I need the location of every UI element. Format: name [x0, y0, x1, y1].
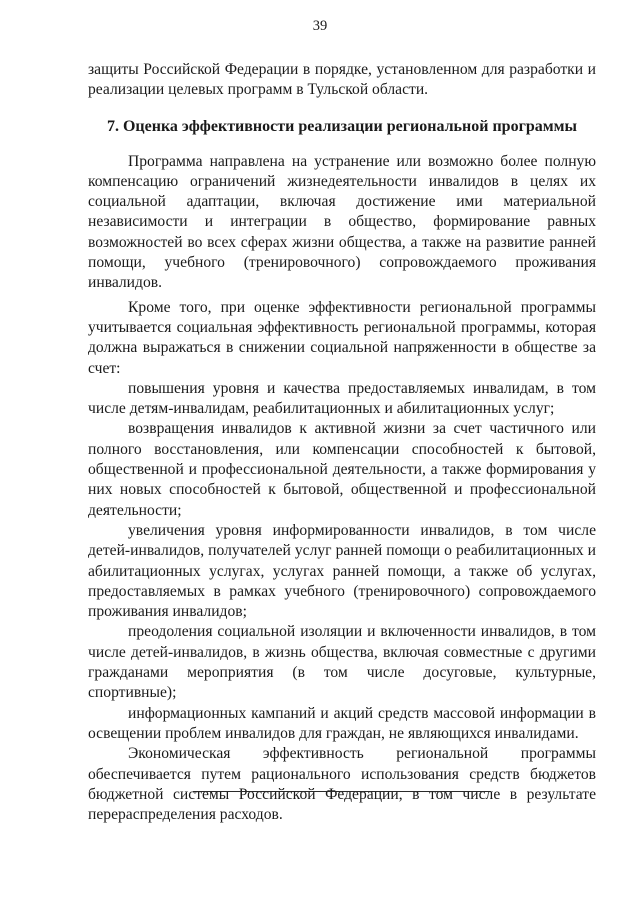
intro-paragraph: защиты Российской Федерации в порядке, установленном для разработки и реализации целевых программ в Тульской области.	[88, 61, 596, 99]
list-item-social-isolation: преодоления социальной изоляции и включенности инвалидов, в том числе детей-инвалидов, в жизнь общества, включая совместные с другими гражданами мероприятия (в том числе досуговые, культурные, спортивные);	[88, 623, 596, 702]
list-item-media-campaigns: информационных кампаний и акций средств массовой информации в освещении проблем инвалидов для граждан, не являющихся инвалидами.	[88, 704, 596, 742]
paragraph-program-goal: Программа направлена на устранение или возможно более полную компенсацию ограничений жизнедеятельности инвалидов в целях их социальной адаптации, включая достижение ими материальной независимости и интеграции в общество, формирование равных возможностей во всех сферах жизни общества, а также на развитие ранней помощи, учебного (тренировочного) сопровождаемого проживания инвалидов.	[88, 152, 596, 292]
list-item-return-active-life: возвращения инвалидов к активной жизни за счет частичного или полного восстановления, или компенсации способностей к бытовой, общественной и профессиональной деятельности, а также формирования у них новых способностей к бытовой, общественной и профессиональной деятельности;	[88, 420, 596, 519]
end-of-document-line	[193, 791, 491, 792]
paragraph-economic-effectiveness: Экономическая эффективность региональной программы обеспечивается путем рационального использования средств бюджетов бюджетной системы Российской Федерации, в том числе в результате перераспределения расходов.	[88, 745, 596, 824]
paragraph-social-effectiveness: Кроме того, при оценке эффективности региональной программы учитывается социальная эффективность региональной программы, которая должна выражаться в снижении социальной напряженности в обществе за счет:	[88, 298, 596, 377]
list-item-quality-services: повышения уровня и качества предоставляемых инвалидам, в том числе детям-инвалидам, реабилитационных и абилитационных услуг;	[88, 379, 596, 418]
page-number: 39	[312, 18, 328, 34]
list-item-awareness: увеличения уровня информированности инвалидов, в том числе детей-инвалидов, получателей услуг ранней помощи о реабилитационных и абилитационных услугах, услугах ранней помощи, а также об услугах, предоставляемых в рамках учебного (тренировочного) сопровождаемого проживания инвалидов;	[88, 521, 596, 621]
section-title: 7. Оценка эффективности реализации региональной программы	[106, 117, 578, 135]
page-content	[88, 60, 596, 825]
